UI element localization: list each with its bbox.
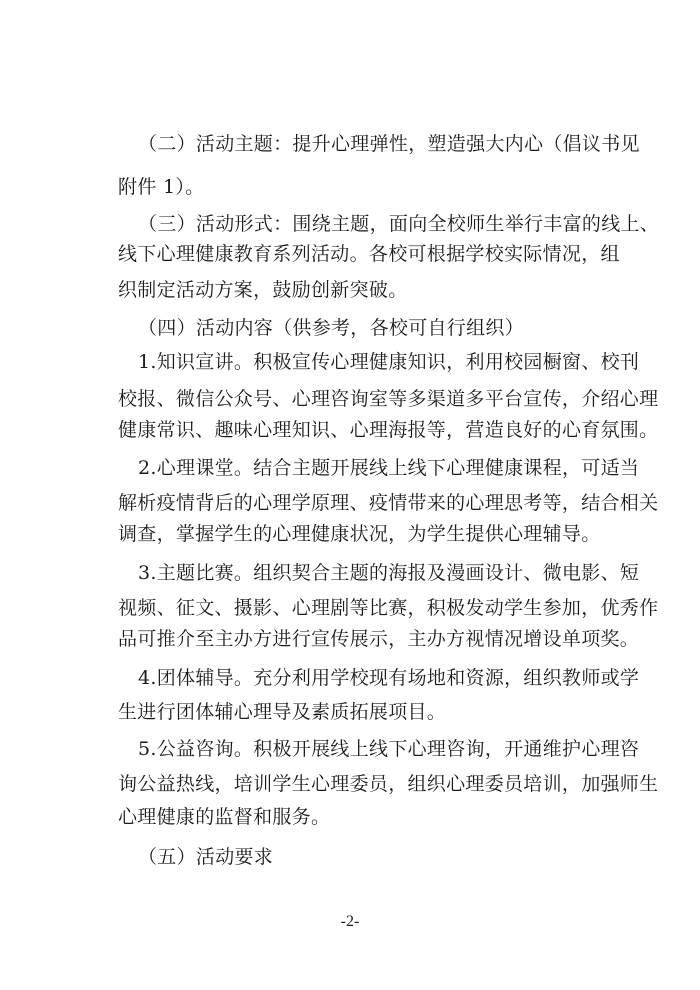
item-knowledge-line: 健康常识、趣味心理知识、心理海报等，营造良好的心育氛围。 (118, 419, 659, 441)
paragraph-theme-line: （二）活动主题：提升心理弹性，塑造强大内心（倡议书见 (138, 133, 640, 155)
item-classroom-line: 2.心理课堂。结合主题开展线上线下心理健康课程，可适当 (138, 457, 640, 479)
item-group-line: 4.团体辅导。充分利用学校现有场地和资源，组织教师或学 (138, 667, 640, 689)
paragraph-theme-line: 附件 1）。 (118, 176, 205, 198)
item-knowledge-line: 1.知识宣讲。积极宣传心理健康知识，利用校园橱窗、校刊 (138, 351, 640, 373)
section-heading-requirements: （五）活动要求 (138, 846, 274, 868)
item-group-line: 生进行团体辅心理导及素质拓展项目。 (118, 701, 447, 723)
section-heading-content: （四）活动内容（供参考，各校可自行组织） (138, 317, 525, 339)
item-knowledge-line: 校报、微信公众号、心理咨询室等多渠道多平台宣传，介绍心理 (118, 388, 659, 410)
page-number: -2- (340, 913, 360, 930)
item-contest-line: 品可推介至主办方进行宣传展示，主办方视情况增设单项奖。 (118, 628, 640, 650)
item-classroom-line: 解析疫情背后的心理学原理、疫情带来的心理思考等，结合相关 (118, 492, 659, 514)
paragraph-form-line: 织制定活动方案，鼓励创新突破。 (118, 279, 408, 301)
item-consult-line: 5.公益咨询。积极开展线上线下心理咨询，开通维护心理咨 (138, 738, 640, 760)
item-contest-line: 3.主题比赛。组织契合主题的海报及漫画设计、微电影、短 (138, 562, 640, 584)
item-consult-line: 心理健康的监督和服务。 (118, 806, 331, 828)
item-consult-line: 询公益热线，培训学生心理委员，组织心理委员培训，加强师生 (118, 773, 659, 795)
paragraph-form-line: 线下心理健康教育系列活动。各校可根据学校实际情况，组 (118, 243, 620, 265)
item-classroom-line: 调查，掌握学生的心理健康状况，为学生提供心理辅导。 (118, 523, 601, 545)
item-contest-line: 视频、征文、摄影、心理剧等比赛，积极发动学生参加，优秀作 (118, 597, 659, 619)
paragraph-form-line: （三）活动形式：围绕主题，面向全校师生举行丰富的线上、 (138, 213, 660, 235)
